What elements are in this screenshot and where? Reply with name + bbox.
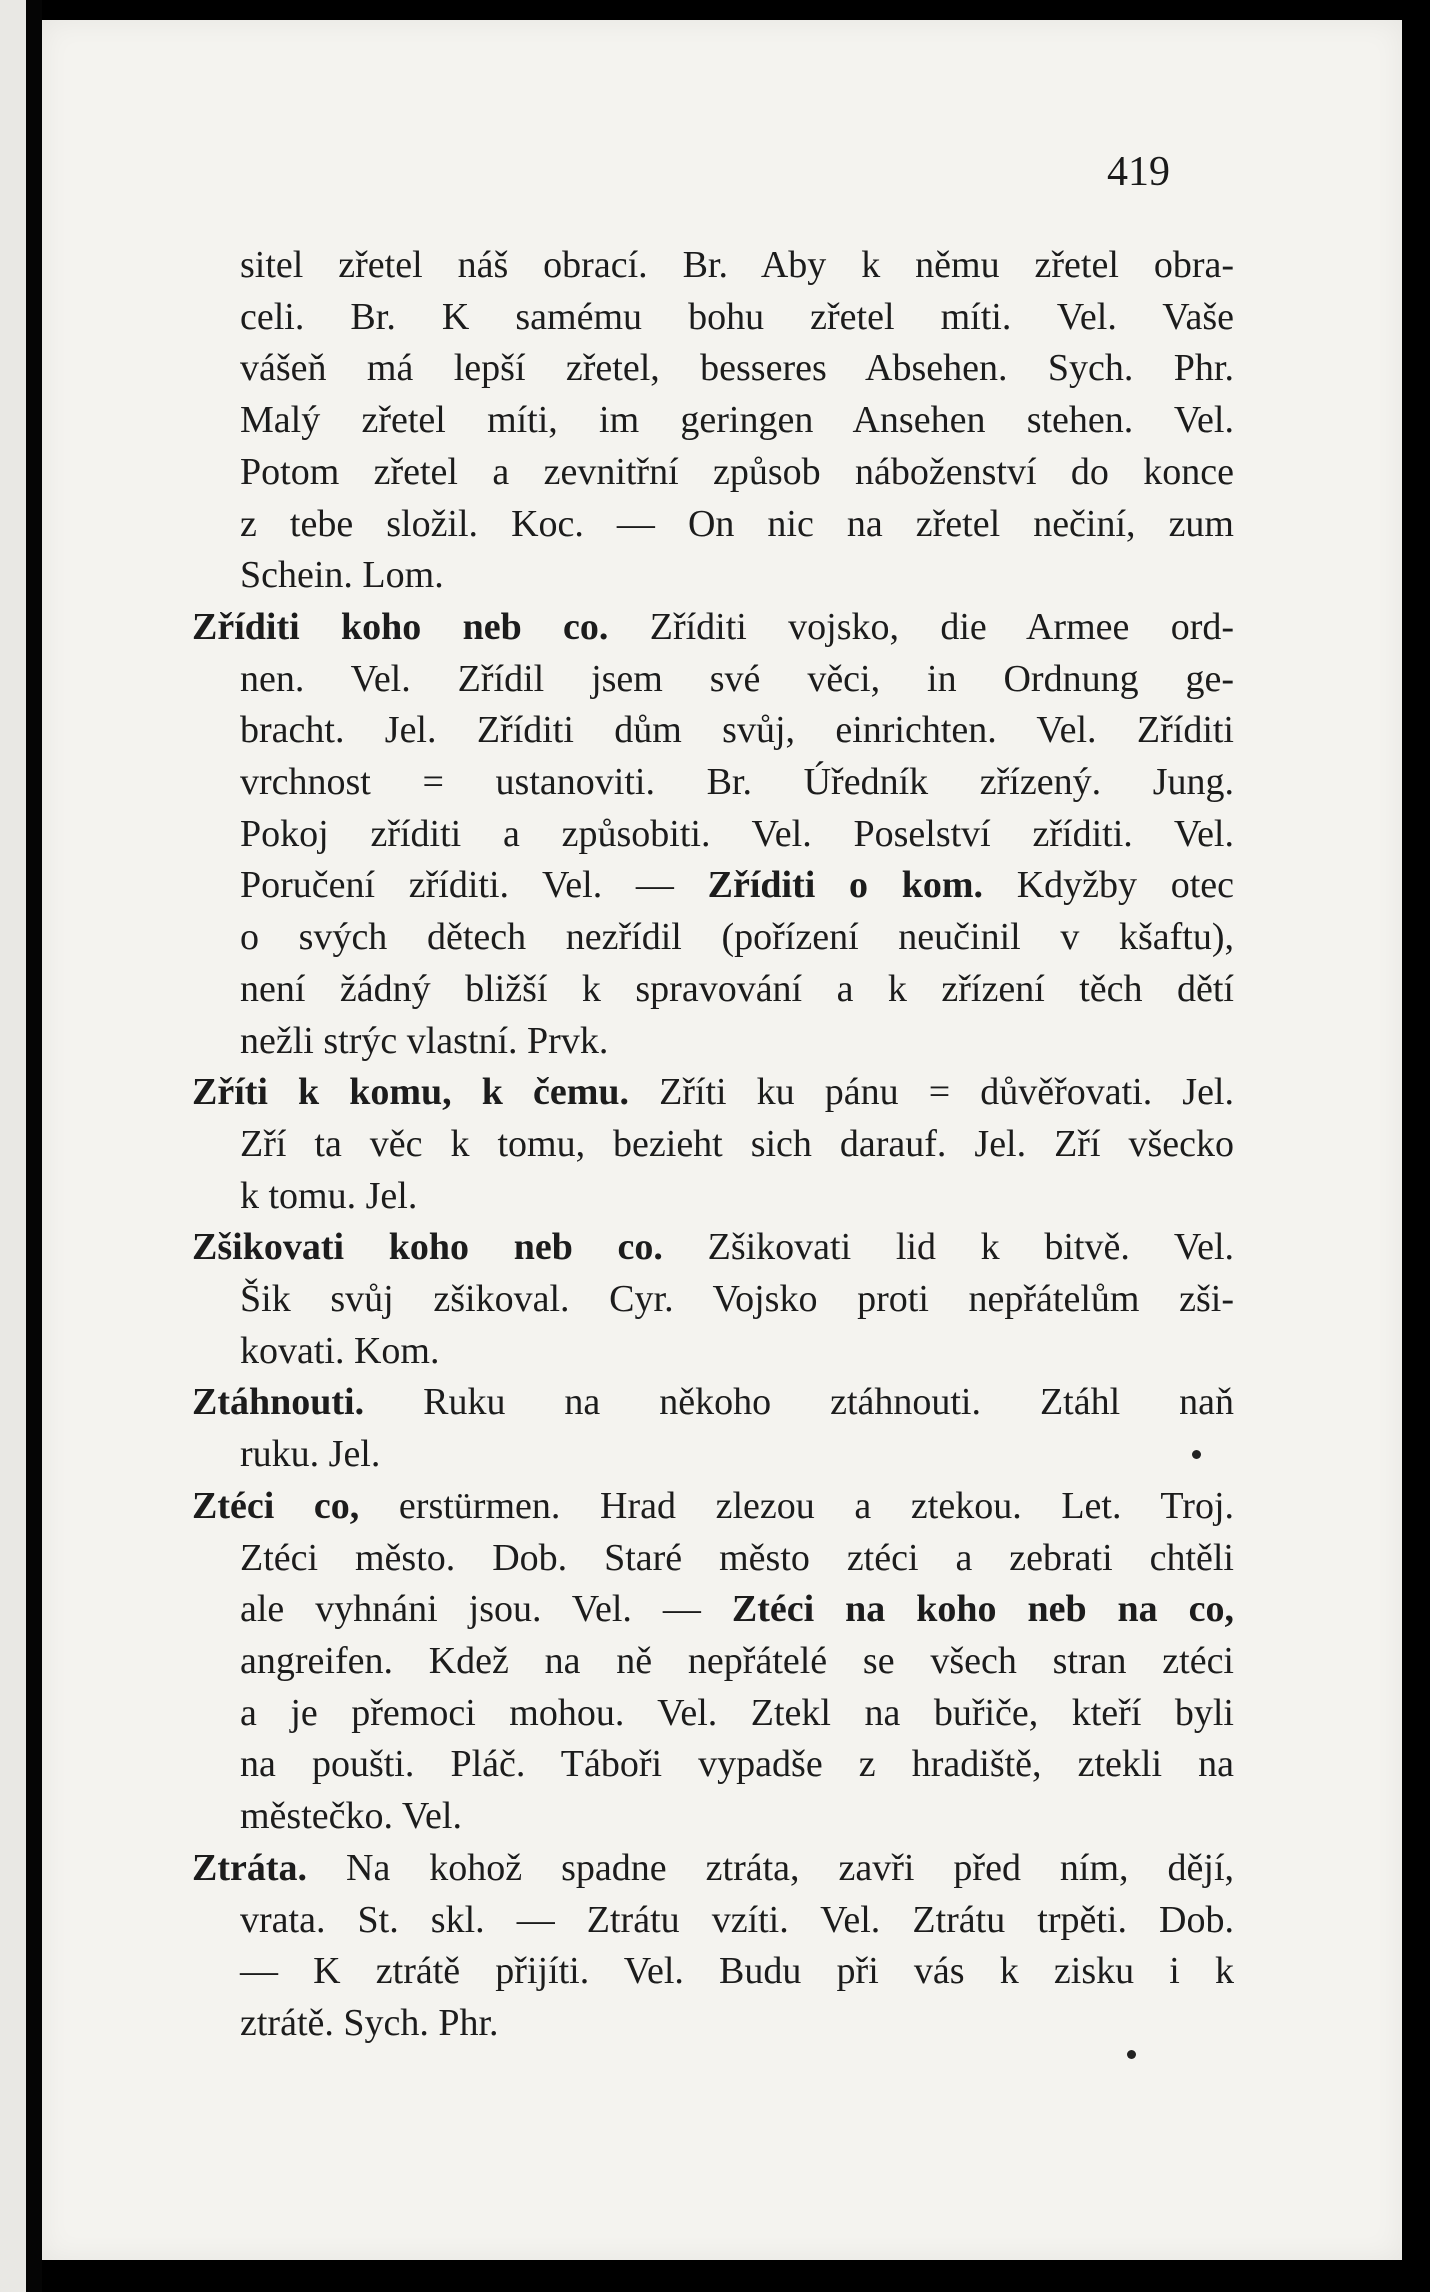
book-page xyxy=(42,20,1402,2260)
text-line xyxy=(192,654,1234,706)
text-run: bracht. Jel. Zříditi dům svůj, einrichten. Vel. Zříditi xyxy=(240,709,1234,752)
text-run: vášeň má lepší zřetel, besseres Absehen. Sych. Phr. xyxy=(240,347,1234,390)
text-run: celi. Br. K samému bohu zřetel míti. Vel. Vaše xyxy=(240,295,1234,338)
text-line xyxy=(192,1274,1234,1326)
text-run: Malý zřetel míti, im geringen Ansehen stehen. Vel. xyxy=(240,399,1234,442)
headword: Zříti k komu, k čemu. xyxy=(192,1071,629,1114)
text-line xyxy=(192,1016,1234,1068)
headword: Ztáhnouti. xyxy=(192,1381,365,1424)
entry-line xyxy=(192,1222,1234,1274)
text-run: na poušti. Pláč. Táboři vypadše z hradiště, ztekli na xyxy=(240,1743,1234,1786)
text-line xyxy=(192,1791,1234,1843)
entry-line xyxy=(192,1481,1234,1533)
text-run: erstürmen. Hrad zlezou a ztekou. Let. Troj. xyxy=(359,1484,1234,1527)
text-run: vrata. St. skl. — Ztrátu vzíti. Vel. Ztrátu trpěti. Dob. xyxy=(240,1898,1234,1941)
text-line xyxy=(192,550,1234,602)
text-line xyxy=(192,1895,1234,1947)
text-run: nežli strýc vlastní. Prvk. xyxy=(240,1019,609,1062)
text-run: ale vyhnáni jsou. Vel. — xyxy=(240,1588,732,1631)
text-run: Schein. Lom. xyxy=(240,554,444,597)
text-line xyxy=(192,343,1234,395)
text-line xyxy=(192,240,1234,292)
text-line xyxy=(192,499,1234,551)
left-page-edge xyxy=(0,0,26,2292)
text-run: a je přemoci mohou. Vel. Ztekl na buřiče, kteří byli xyxy=(240,1691,1234,1734)
headword: Zříditi o kom. xyxy=(707,864,983,907)
entry-line xyxy=(192,602,1234,654)
text-run: Zšikovati lid k bitvě. Vel. xyxy=(662,1226,1234,1269)
text-run: kovati. Kom. xyxy=(240,1329,440,1372)
text-run: o svých dětech nezřídil (pořízení neučinil v kšaftu), xyxy=(240,916,1234,959)
text-run: sitel zřetel náš obrací. Br. Aby k němu zřetel obra- xyxy=(240,244,1234,286)
text-run: městečko. Vel. xyxy=(240,1795,462,1838)
text-run: k tomu. Jel. xyxy=(240,1174,418,1217)
text-run: vrchnost = ustanoviti. Br. Úředník zřízený. Jung. xyxy=(240,761,1234,804)
text-run: Ruku na někoho ztáhnouti. Ztáhl naň xyxy=(364,1381,1234,1424)
text-run: Zří ta věc k tomu, bezieht sich darauf. Jel. Zří všecko xyxy=(240,1122,1234,1165)
text-run: ruku. Jel. xyxy=(240,1433,381,1476)
text-line xyxy=(192,1584,1234,1636)
text-line xyxy=(192,1533,1234,1585)
text-run: Ztéci město. Dob. Staré město ztéci a zebrati chtěli xyxy=(240,1536,1234,1579)
text-run: Šik svůj zšikoval. Cyr. Vojsko proti nepřátelům zši- xyxy=(240,1278,1234,1321)
text-run: ztrátě. Sych. Phr. xyxy=(240,2001,499,2044)
headword: Ztráta. xyxy=(192,1846,308,1889)
text-run: Poručení zříditi. Vel. — xyxy=(240,864,708,907)
headword: Zšikovati koho neb co. xyxy=(192,1226,663,1269)
text-line xyxy=(192,964,1234,1016)
text-line xyxy=(192,1171,1234,1223)
entry-line xyxy=(192,1843,1234,1895)
text-run: Na kohož spadne ztráta, zavři před ním, dějí, xyxy=(307,1846,1234,1889)
text-line xyxy=(192,1429,1234,1481)
text-run: Zříti ku pánu = důvěřovati. Jel. xyxy=(629,1071,1234,1114)
text-run: Zříditi vojsko, die Armee ord- xyxy=(608,605,1234,648)
text-run: nen. Vel. Zřídil jsem své věci, in Ordnung ge- xyxy=(240,657,1234,700)
text-line xyxy=(192,1688,1234,1740)
text-run: není žádný bližší k spravování a k zřízení těch dětí xyxy=(240,967,1234,1010)
text-line xyxy=(192,1636,1234,1688)
headword: Ztéci co, xyxy=(192,1484,360,1527)
gutter-shadow xyxy=(26,0,42,2292)
text-line xyxy=(192,860,1234,912)
text-line xyxy=(192,1326,1234,1378)
text-run: Kdyžby otec xyxy=(982,864,1234,907)
text-line xyxy=(192,1998,1234,2050)
entry-line xyxy=(192,1067,1234,1119)
speck-mark xyxy=(1192,1450,1201,1459)
speck-mark xyxy=(1127,2050,1136,2059)
text-line xyxy=(192,1739,1234,1791)
text-line xyxy=(192,395,1234,447)
text-line xyxy=(192,1119,1234,1171)
text-run: Pokoj zříditi a způsobiti. Vel. Poselství zříditi. Vel. xyxy=(240,812,1234,855)
text-line xyxy=(192,447,1234,499)
dictionary-text xyxy=(192,240,1234,2050)
text-line xyxy=(192,1946,1234,1998)
text-line xyxy=(192,705,1234,757)
text-run: z tebe složil. Koc. — On nic na zřetel nečiní, zum xyxy=(240,502,1234,545)
text-line xyxy=(192,292,1234,344)
text-line xyxy=(192,809,1234,861)
entry-line xyxy=(192,1377,1234,1429)
text-run: angreifen. Kdež na ně nepřátelé se všech stran ztéci xyxy=(240,1639,1234,1682)
text-line xyxy=(192,912,1234,964)
text-run: Potom zřetel a zevnitřní způsob náboženství do konce xyxy=(240,450,1234,493)
text-run: — K ztrátě přijíti. Vel. Budu při vás k zisku i k xyxy=(240,1950,1234,1993)
text-line xyxy=(192,757,1234,809)
headword: Ztéci na koho neb na co, xyxy=(731,1588,1235,1631)
headword: Zříditi koho neb co. xyxy=(192,605,609,648)
page-number: 419 xyxy=(1107,149,1170,195)
